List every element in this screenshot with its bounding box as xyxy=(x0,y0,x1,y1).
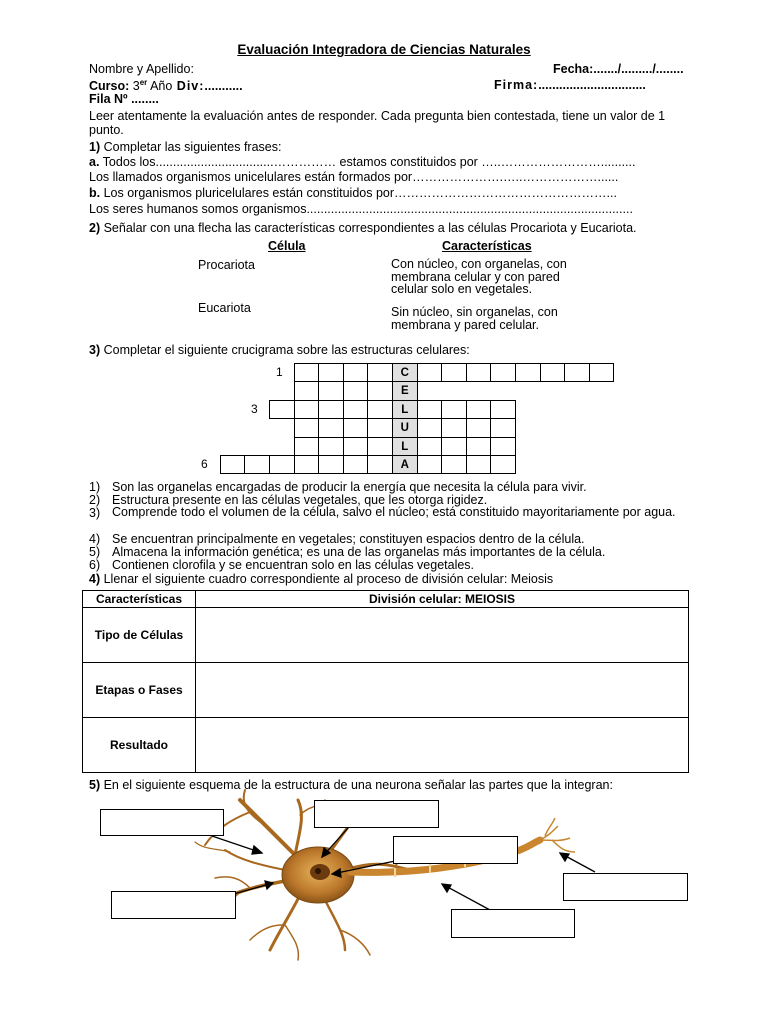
div-label: Div: xyxy=(172,79,205,94)
clue-number: 3) xyxy=(89,506,101,520)
curso-rest: Año xyxy=(147,79,173,94)
neuron-nucleolus xyxy=(315,868,321,874)
fila-blank: ........ xyxy=(127,92,159,106)
firma-label: Firma: xyxy=(494,78,539,92)
row-label-etapas: Etapas o Fases xyxy=(83,663,196,718)
q2-col-celula: Célula xyxy=(268,239,306,253)
clue-number: 4) xyxy=(89,532,101,546)
clue-number: 1) xyxy=(89,480,101,494)
neuron-label-box-6[interactable] xyxy=(451,909,575,938)
q2-cell-eucariota[interactable]: Eucariota xyxy=(198,301,251,315)
q2-characteristic-1[interactable]: Con núcleo, con organelas, con membrana celular y con pared celular solo en vegetales. xyxy=(391,257,567,296)
q1-a-text: Todos los..................................…………… estamos constituidos por …..…………………….......... xyxy=(99,155,636,169)
crossword-row-number: 3 xyxy=(251,401,258,416)
q2-text: Señalar con una flecha las características correspondientes a las células Procariota y Eucariota. xyxy=(100,221,637,235)
q5-text: En el siguiente esquema de la estructura de una neurona señalar las partes que la integran: xyxy=(100,778,613,792)
crossword-row-number: 1 xyxy=(276,365,283,379)
name-label: Nombre y Apellido: xyxy=(89,62,194,76)
curso-value: 3 xyxy=(129,79,140,94)
row-label-tipo: Tipo de Células xyxy=(83,608,196,663)
q1-b-line2[interactable]: Los seres humanos somos organismos.............................................................................................. xyxy=(89,202,633,216)
clue-number: 2) xyxy=(89,493,101,507)
crossword-key-cell: E xyxy=(392,381,418,400)
clue-text: Comprende todo el volumen de la célula, salvo el núcleo; está constituido mayoritariamente por agua. xyxy=(112,505,676,519)
crossword-row-number: 6 xyxy=(201,457,208,471)
neuron-label-box-3[interactable] xyxy=(393,836,518,864)
clue-number: 5) xyxy=(89,545,101,559)
neuron-label-box-4[interactable] xyxy=(563,873,688,901)
q4-text: Llenar el siguiente cuadro correspondiente al proceso de división celular: Meiosis xyxy=(100,572,554,586)
q1-b-label: b. xyxy=(89,186,101,200)
q1-b-text: Los organismos pluricelulares están constituidos por……………………………………………... xyxy=(100,186,617,200)
crossword-key-cell: L xyxy=(392,437,418,456)
div-blank: ........... xyxy=(204,79,243,94)
q5-number: 5) xyxy=(89,778,101,792)
q1-text: Completar las siguientes frases: xyxy=(100,140,282,154)
clue-text: Almacena la información genética; es una de las organelas más importantes de la célula. xyxy=(112,545,606,559)
table-header-caracteristicas: Características xyxy=(83,591,196,608)
clue-text: Se encuentran principalmente en vegetales; constituyen espacios dentro de la célula. xyxy=(112,532,585,546)
instructions: Leer atentamente la evaluación antes de responder. Cada pregunta bien contestada, tiene un valor de 1 punto. xyxy=(89,109,666,137)
q2-col-caracteristicas: Características xyxy=(442,239,532,253)
curso-sup: er xyxy=(139,78,148,87)
q1-a-label: a. xyxy=(89,155,100,169)
q1-a-line2[interactable]: Los llamados organismos unicelulares están formados por………………….…..………………...... xyxy=(89,170,619,184)
crossword-key-cell: L xyxy=(392,400,418,419)
crossword-key-cell: C xyxy=(392,363,418,382)
fila-label: Fila Nº xyxy=(89,92,128,106)
neuron-label-box-5[interactable] xyxy=(111,891,236,919)
clue-number: 6) xyxy=(89,558,101,572)
fecha-blank: ......./........./........ xyxy=(593,62,684,76)
axon-terminals xyxy=(540,818,575,852)
q3-number: 3) xyxy=(89,343,101,357)
neuron-label-box-2[interactable] xyxy=(314,800,439,828)
clue-text: Estructura presente en las células vegetales, que les otorga rigidez. xyxy=(112,493,488,507)
crossword-key-cell: U xyxy=(392,418,418,437)
curso-label: Curso: xyxy=(89,79,130,94)
q2-cell-procariota[interactable]: Procariota xyxy=(198,258,255,272)
q2-characteristic-2[interactable]: Sin núcleo, sin organelas, con membrana y pared celular. xyxy=(391,305,558,332)
clue-text: Contienen clorofila y se encuentran solo en las células vegetales. xyxy=(112,558,475,572)
row-label-resultado: Resultado xyxy=(83,718,196,773)
fecha-label: Fecha: xyxy=(553,62,594,76)
q2-number: 2) xyxy=(89,221,101,235)
firma-blank: ............................... xyxy=(538,78,646,92)
crossword-key-cell: A xyxy=(392,455,418,474)
q4-number: 4) xyxy=(89,572,101,586)
q1-number: 1) xyxy=(89,140,101,154)
neuron-label-box-1[interactable] xyxy=(100,809,224,836)
q3-text: Completar el siguiente crucigrama sobre las estructuras celulares: xyxy=(100,343,470,357)
page-title: Evaluación Integradora de Ciencias Naturales xyxy=(237,42,531,57)
clue-text: Son las organelas encargadas de producir la energía que necesita la célula para vivir. xyxy=(112,480,587,494)
table-header-meiosis: División celular: MEIOSIS xyxy=(196,591,689,608)
